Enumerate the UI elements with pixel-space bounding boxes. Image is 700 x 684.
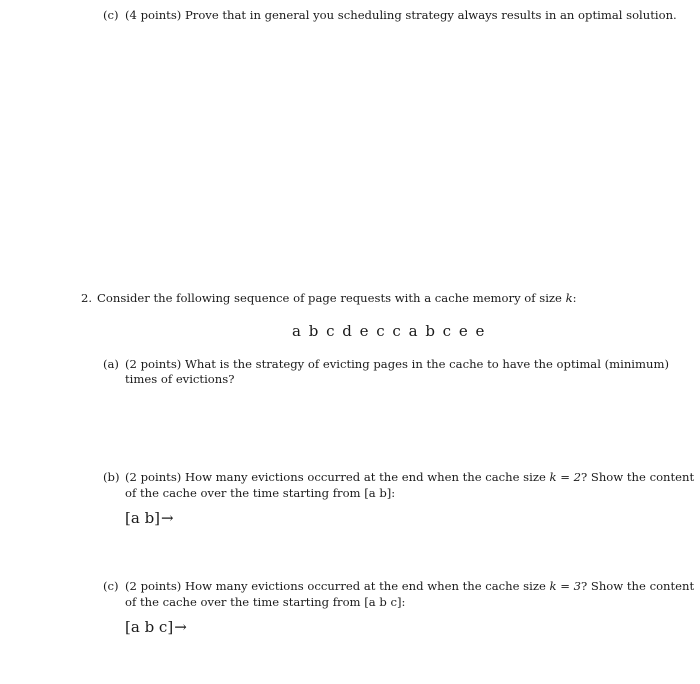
part-c-math: k = 3 (549, 579, 581, 593)
part-c-line2: of the cache over the time starting from [a b c]: (125, 595, 406, 609)
part-a-line1: (2 points) What is the strategy of evicting pages in the cache to have the optimal (minimum) (125, 357, 669, 371)
part-c-top-label: (c) (103, 8, 119, 22)
right-arrow-icon: → (174, 618, 187, 636)
variable-k: k (565, 291, 573, 305)
part-c-answer-start (125, 618, 187, 636)
part-b-line2: of the cache over the time starting from [a b]: (125, 486, 396, 500)
question-2-intro-text: Consider the following sequence of page requests with a cache memory of size (97, 291, 566, 305)
part-b-line1 (125, 469, 694, 485)
page-request-sequence: a b c d e c c a b c e e (292, 322, 486, 340)
part-c-line1-text: (2 points) How many evictions occurred at the end when the cache size (125, 579, 550, 593)
part-c-line1-end: ? Show the content (581, 579, 695, 593)
question-2-intro (97, 290, 577, 306)
question-2-intro-colon: : (572, 291, 577, 305)
part-b-label: (b) (103, 470, 120, 484)
question-2-number: 2. (81, 291, 93, 305)
part-b-answer-start (125, 509, 174, 527)
part-a-label: (a) (103, 357, 119, 371)
part-c-label: (c) (103, 579, 119, 593)
part-b-math: k = 2 (549, 470, 581, 484)
right-arrow-icon: → (161, 509, 174, 527)
part-b-line1-text: (2 points) How many evictions occurred at the end when the cache size (125, 470, 550, 484)
part-c-cache-start: [a b c] (125, 618, 174, 636)
part-c-top-text: (4 points) Prove that in general you scheduling strategy always results in an optimal solution. (125, 8, 677, 22)
part-c-line1 (125, 578, 694, 594)
part-b-cache-start: [a b] (125, 509, 161, 527)
part-a-line2: times of evictions? (125, 372, 235, 386)
part-b-line1-end: ? Show the content (581, 470, 695, 484)
